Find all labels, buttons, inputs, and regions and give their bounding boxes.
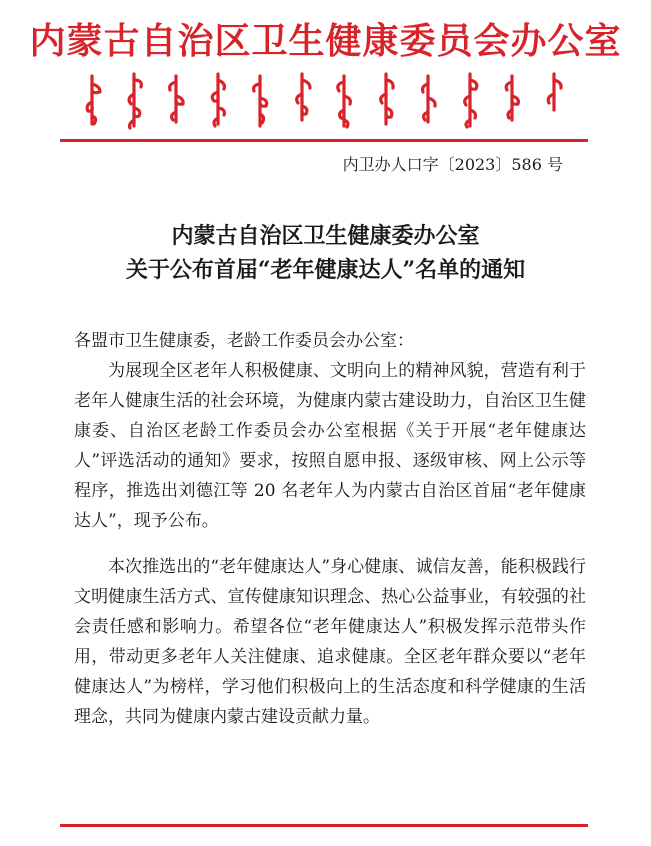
document-body — [74, 326, 586, 732]
document-number: 内卫办人口字〔2023〕586 号 — [342, 155, 563, 174]
body-paragraph-2: 本次推选出的“老年健康达人”身心健康、诚信友善，能积极践行文明健康生活方式、宣传健康知识理念、热心公益事业，有较强的社会责任感和影响力。希望各位“老年健康达人”积极发挥示范带头作用，带动更多老年人关注健康、追求健康。全区老年群众要以“老年健康达人”为榜样，学习他们积极向上的生活态度和科学健康的生活理念，共同为健康内蒙古建设贡献力量。 — [74, 557, 586, 727]
footer-rule — [60, 824, 588, 827]
letterhead-org-name: 内蒙古自治区卫生健康委员会办公室 — [29, 21, 622, 62]
letterhead-mongolian-script — [72, 70, 582, 132]
salutation: 各盟市卫生健康委，老龄工作委员会办公室： — [74, 331, 414, 351]
document-title-line-2: 关于公布首届“老年健康达人”名单的通知 — [125, 257, 526, 283]
letterhead-top-rule — [60, 139, 588, 142]
mongolian-script-graphic — [72, 70, 582, 132]
document-title-line-1: 内蒙古自治区卫生健康委办公室 — [171, 223, 480, 249]
body-paragraph-1: 为展现全区老年人积极健康、文明向上的精神风貌，营造有利于老年人健康生活的社会环境，为健康内蒙古建设助力，自治区卫生健康委、自治区老龄工作委员会办公室根据《关于开展“老年健康达人”评选活动的通知》要求，按照自愿申报、逐级审核、网上公示等程序，推选出刘德江等 20 名老年人为内蒙古自治区首届“老年健康达人”，现予公布。 — [74, 361, 586, 531]
